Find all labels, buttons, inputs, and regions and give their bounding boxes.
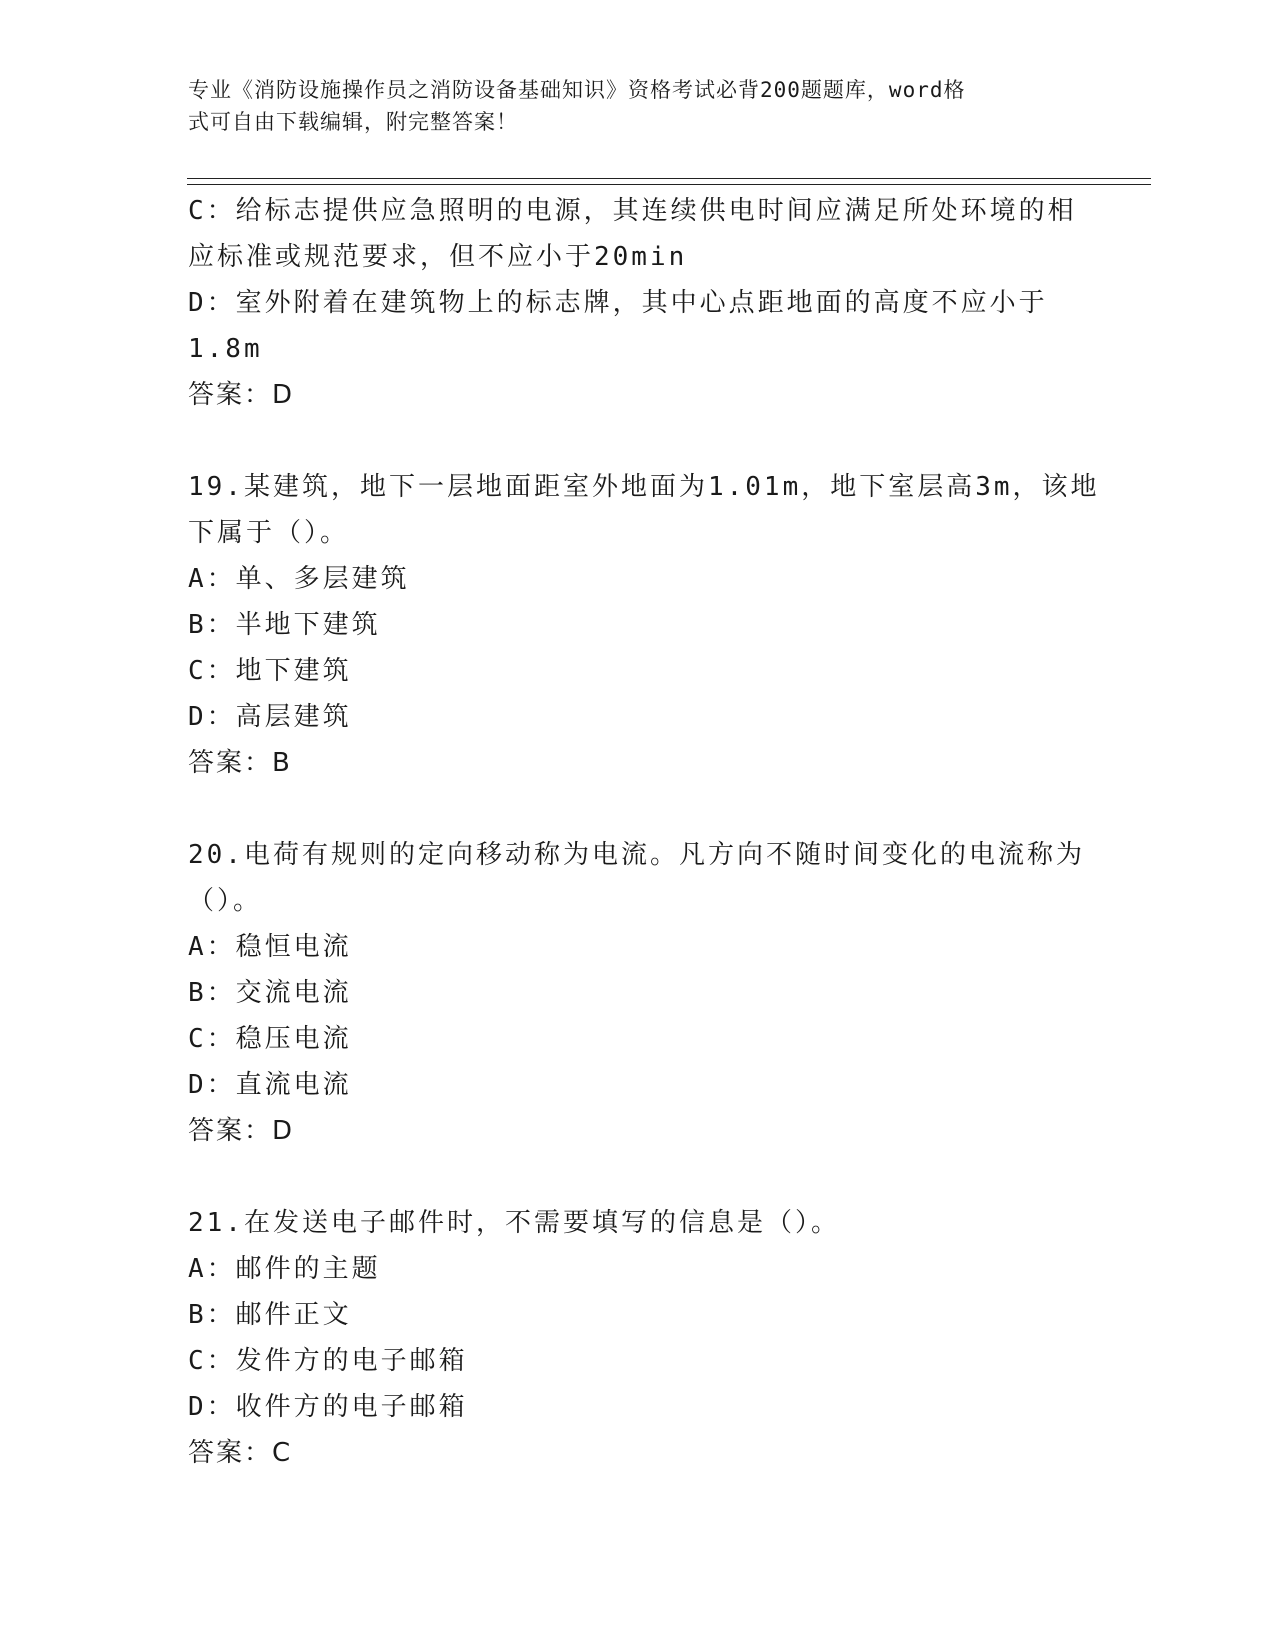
option-c: C：发件方的电子邮箱 (188, 1346, 468, 1376)
option-a: A：稳恒电流 (188, 932, 352, 962)
question-19 (188, 464, 1100, 786)
document-header (188, 74, 1068, 138)
option-d: D：收件方的电子邮箱 (188, 1392, 468, 1422)
question-stem-line-2: （）。 (188, 886, 263, 916)
option-c-line-1: C：给标志提供应急照明的电源，其连续供电时间应满足所处环境的相 (188, 196, 1077, 226)
option-b: B：交流电流 (188, 978, 352, 1008)
option-a: A：邮件的主题 (188, 1254, 381, 1284)
spacer (188, 418, 1088, 464)
question-20 (188, 832, 1088, 1154)
answer-label: 答案：D (188, 380, 295, 410)
option-c-line-2: 应标准或规范要求，但不应小于20min (188, 242, 688, 272)
header-line-2: 式可自由下载编辑，附完整答案！ (188, 110, 518, 134)
answer-label: 答案：C (188, 1438, 293, 1468)
option-c: C：稳压电流 (188, 1024, 352, 1054)
answer-label: 答案：D (188, 1116, 295, 1146)
spacer (188, 786, 1088, 832)
spacer (188, 1154, 1088, 1200)
question-stem-line-2: 下属于（）。 (188, 518, 350, 548)
answer-label: 答案：B (188, 748, 292, 778)
question-list (188, 188, 1100, 1476)
option-d-line-1: D：室外附着在建筑物上的标志牌，其中心点距地面的高度不应小于 (188, 288, 1048, 318)
question-stem-line-1: 19.某建筑，地下一层地面距室外地面为1.01m，地下室层高3m，该地 (188, 472, 1100, 502)
question-18 (188, 188, 1088, 418)
question-21 (188, 1200, 1088, 1476)
header-line-1: 专业《消防设施操作员之消防设备基础知识》资格考试必背200题题库，word格 (188, 78, 966, 102)
option-c: C：地下建筑 (188, 656, 352, 686)
option-d: D：高层建筑 (188, 702, 352, 732)
question-stem-line-1: 21.在发送电子邮件时，不需要填写的信息是（）。 (188, 1208, 840, 1238)
option-d-line-2: 1.8m (188, 334, 263, 364)
header-divider-top (187, 178, 1151, 179)
option-b: B：邮件正文 (188, 1300, 352, 1330)
option-a: A：单、多层建筑 (188, 564, 410, 594)
option-b: B：半地下建筑 (188, 610, 381, 640)
header-divider-bottom (187, 184, 1151, 185)
question-stem-line-1: 20.电荷有规则的定向移动称为电流。凡方向不随时间变化的电流称为 (188, 840, 1085, 870)
option-d: D：直流电流 (188, 1070, 352, 1100)
